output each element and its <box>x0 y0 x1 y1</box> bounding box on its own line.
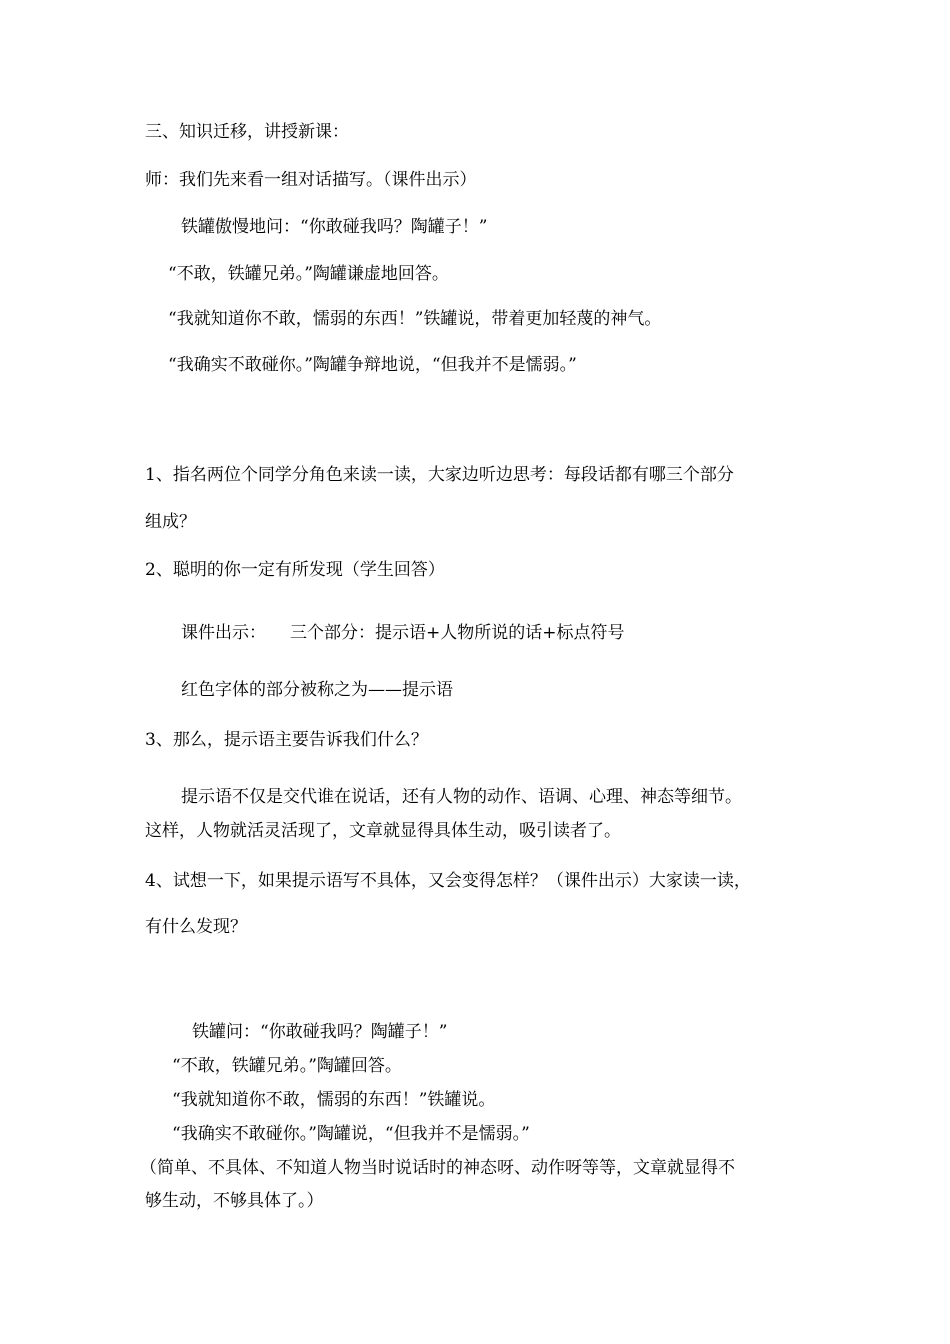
question-2: 2、聪明的你一定有所发现（学生回答） <box>145 560 445 580</box>
dialogue-line: “不敢，铁罐兄弟。”陶罐回答。 <box>172 1056 402 1076</box>
red-font-note: 红色字体的部分被称之为——提示语 <box>181 680 453 700</box>
question-3: 3、那么，提示语主要告诉我们什么？ <box>145 730 428 750</box>
question-1-line-1: 1、指名两位个同学分角色来读一读，大家边听边思考：每段话都有哪三个部分 <box>145 465 734 485</box>
conclusion-line-2: 够生动，不够具体了。） <box>145 1191 324 1211</box>
answer-3-line-1: 提示语不仅是交代谁在说话，还有人物的动作、语调、心理、神态等细节。 <box>181 787 742 807</box>
courseware-content: 三个部分：提示语+人物所说的话+标点符号 <box>290 623 625 643</box>
answer-3-line-2: 这样，人物就活灵活现了，文章就显得具体生动，吸引读者了。 <box>145 821 621 841</box>
dialogue-line: “不敢，铁罐兄弟。”陶罐谦虚地回答。 <box>168 264 449 284</box>
dialogue-line: “我确实不敢碰你。”陶罐争辩地说，“但我并不是懦弱。” <box>168 355 577 375</box>
section-heading: 三、知识迁移，讲授新课： <box>145 122 349 142</box>
courseware-label: 课件出示： <box>181 623 266 643</box>
question-1-line-2: 组成？ <box>145 512 196 532</box>
dialogue-line: “我就知道你不敢，懦弱的东西！”铁罐说，带着更加轻蔑的神气。 <box>168 309 662 329</box>
question-4-line-2: 有什么发现？ <box>145 917 247 937</box>
dialogue-line: “我确实不敢碰你。”陶罐说，“但我并不是懦弱。” <box>172 1124 530 1144</box>
conclusion-line-1: （简单、不具体、不知道人物当时说话时的神态呀、动作呀等等，文章就显得不 <box>140 1158 735 1178</box>
dialogue-line: 铁罐问：“你敢碰我吗？陶罐子！” <box>192 1022 448 1042</box>
question-4-line-1: 4、试想一下，如果提示语写不具体，又会变得怎样？（课件出示）大家读一读， <box>145 871 751 891</box>
dialogue-line: 铁罐傲慢地问：“你敢碰我吗？陶罐子！” <box>181 217 488 237</box>
dialogue-line: “我就知道你不敢，懦弱的东西！”铁罐说。 <box>172 1090 496 1110</box>
teacher-intro: 师：我们先来看一组对话描写。（课件出示） <box>145 170 477 190</box>
